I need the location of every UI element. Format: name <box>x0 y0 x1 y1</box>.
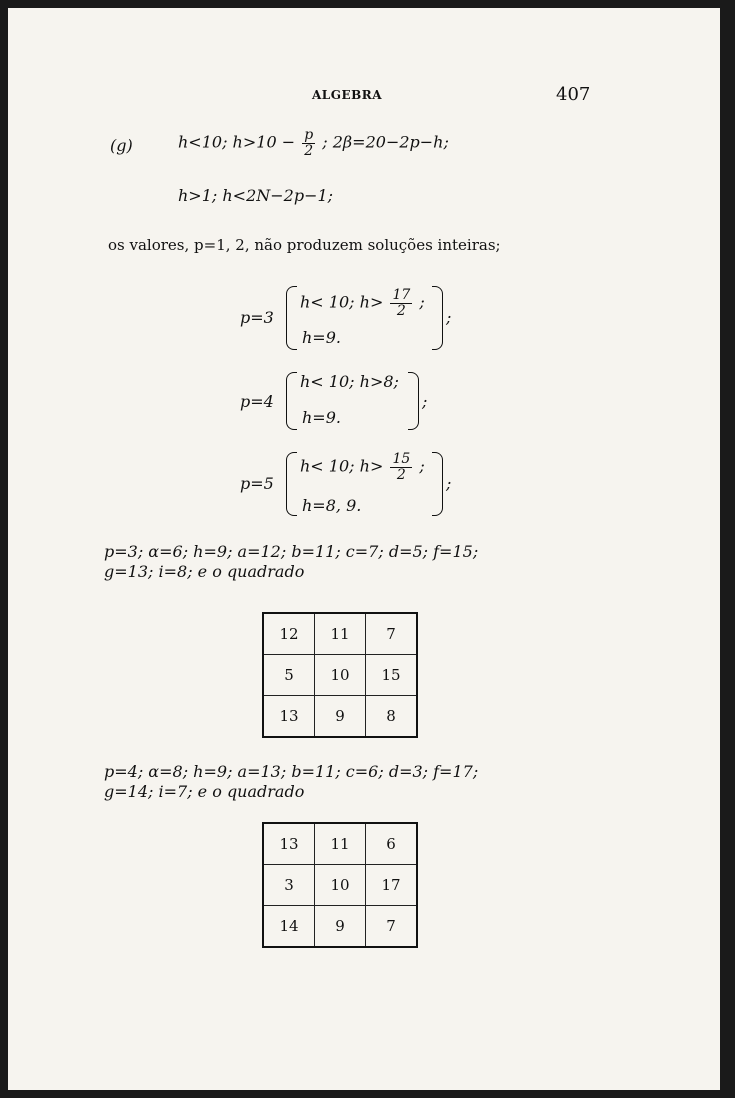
left-brace <box>286 286 297 350</box>
fraction-denominator: 2 <box>396 466 406 483</box>
running-title: ALGEBRA <box>312 88 383 102</box>
square-cell: 3 <box>263 865 315 906</box>
right-brace <box>432 452 443 516</box>
system-line2: h=9. <box>302 408 341 427</box>
fraction-denominator: 2 <box>304 142 314 159</box>
square-cell: 17 <box>366 865 418 906</box>
system-p5 <box>240 444 480 524</box>
fraction-numerator: 15 <box>392 451 411 467</box>
magic-square-2 <box>262 822 418 948</box>
square-cell: 10 <box>315 655 366 696</box>
table-row <box>263 655 417 696</box>
square-cell: 11 <box>315 823 366 865</box>
square-cell: 7 <box>366 613 418 655</box>
fraction-17-over-2 <box>390 288 412 318</box>
square-cell: 7 <box>366 906 418 948</box>
system-line1 <box>300 288 425 318</box>
system-p3 <box>240 280 480 360</box>
system-p-label: p=4 <box>240 392 274 411</box>
system-tail: ; <box>422 392 428 411</box>
solution1-line2: g=13; i=8; e o quadrado <box>104 562 305 581</box>
system-tail: ; <box>446 308 452 327</box>
square-cell: 9 <box>315 696 366 738</box>
book-page <box>8 8 720 1090</box>
table-row <box>263 906 417 948</box>
square-cell: 13 <box>263 823 315 865</box>
page-number: 407 <box>556 84 591 105</box>
system-line1-end: ; <box>419 456 425 476</box>
square-cell: 6 <box>366 823 418 865</box>
square-cell: 5 <box>263 655 315 696</box>
fraction-denominator: 2 <box>396 302 406 319</box>
table-row <box>263 696 417 738</box>
right-brace <box>432 286 443 350</box>
equation-g-part1: h<10; h>10 − <box>178 132 296 152</box>
system-line1-text: h< 10; h> <box>300 292 384 312</box>
square-cell: 11 <box>315 613 366 655</box>
system-line2: h=8, 9. <box>302 496 362 515</box>
system-p4 <box>240 368 480 438</box>
square-cell: 13 <box>263 696 315 738</box>
equation-g-line2: h>1; h<2N−2p−1; <box>178 186 334 205</box>
system-p-label: p=3 <box>240 308 274 327</box>
square-cell: 10 <box>315 865 366 906</box>
magic-square-1 <box>262 612 418 738</box>
table-row <box>263 613 417 655</box>
system-line1 <box>300 452 425 482</box>
equation-g-line1 <box>178 128 449 158</box>
left-brace <box>286 452 297 516</box>
system-tail: ; <box>446 474 452 493</box>
table-row <box>263 823 417 865</box>
solution2-line2: g=14; i=7; e o quadrado <box>104 782 305 801</box>
right-brace <box>408 372 419 430</box>
fraction-15-over-2 <box>390 452 412 482</box>
solution2-line1: p=4; α=8; h=9; a=13; b=11; c=6; d=3; f=17; <box>104 762 479 781</box>
fraction-p-over-2 <box>302 128 315 158</box>
square-cell: 14 <box>263 906 315 948</box>
fraction-numerator: p <box>304 127 314 143</box>
square-cell: 12 <box>263 613 315 655</box>
system-line1-text: h< 10; h> <box>300 456 384 476</box>
equation-g-part2: ; 2β=20−2p−h; <box>322 132 449 152</box>
square-cell: 9 <box>315 906 366 948</box>
system-line1-end: ; <box>419 292 425 312</box>
system-line2: h=9. <box>302 328 341 347</box>
system-p-label: p=5 <box>240 474 274 493</box>
square-cell: 15 <box>366 655 418 696</box>
solution1-line1: p=3; α=6; h=9; a=12; b=11; c=7; d=5; f=15; <box>104 542 479 561</box>
system-line1: h< 10; h>8; <box>300 372 399 391</box>
note-text: os valores, p=1, 2, não produzem soluções inteiras; <box>108 236 501 254</box>
equation-label: (g) <box>110 136 133 155</box>
square-cell: 8 <box>366 696 418 738</box>
fraction-numerator: 17 <box>392 287 411 303</box>
table-row <box>263 865 417 906</box>
left-brace <box>286 372 297 430</box>
